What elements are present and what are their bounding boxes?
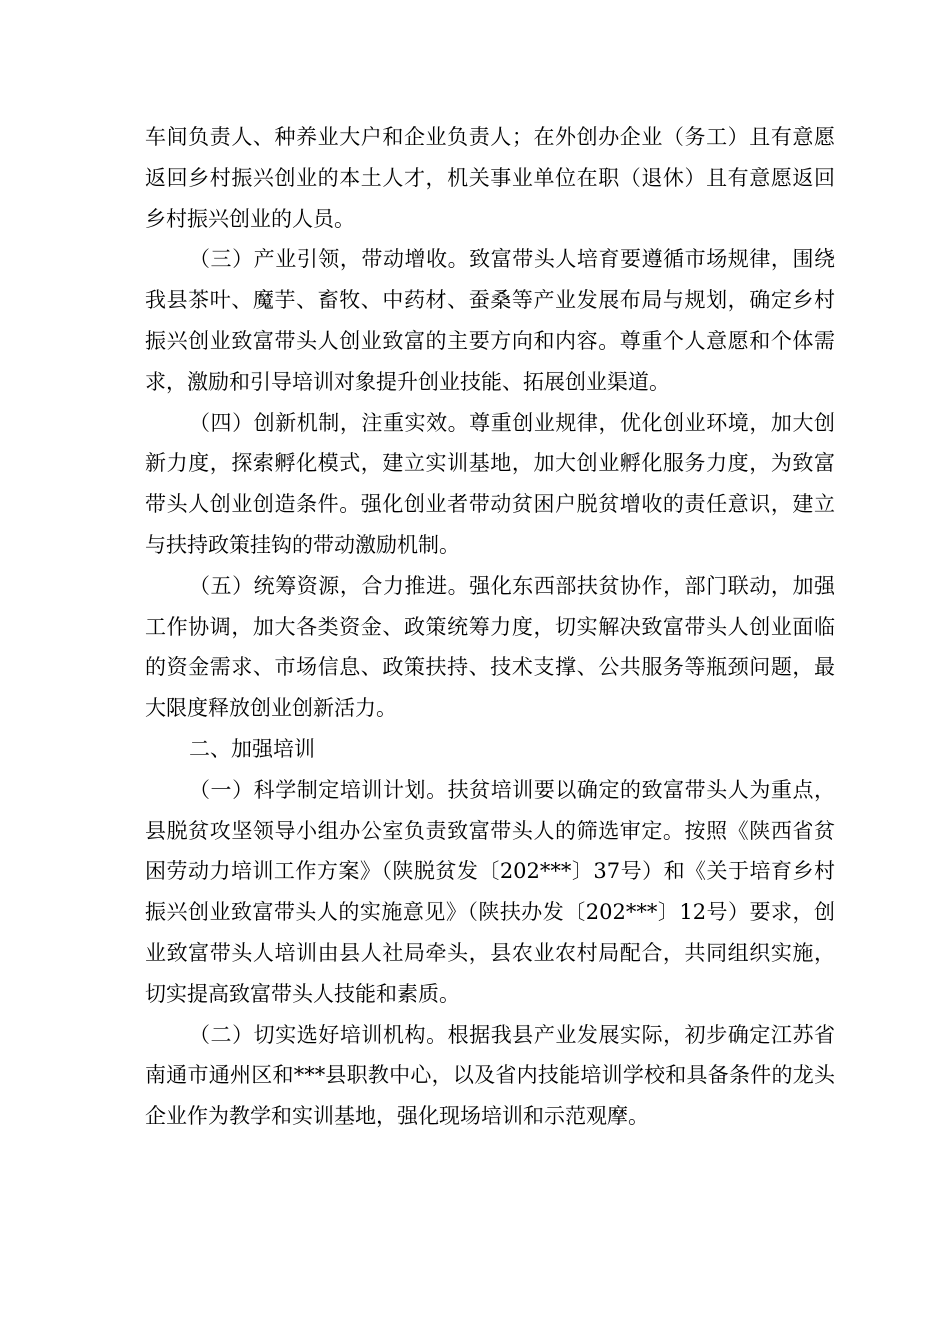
paragraph-training-2: （二）切实选好培训机构。根据我县产业发展实际，初步确定江苏省南通市通州区和***县职教中心，以及省内技能培训学校和具备条件的龙头企业作为教学和实训基地，强化现场培训和示范观摩。 (145, 1022, 835, 1129)
document-body (145, 117, 835, 1137)
paragraph-section-3: （三）产业引领，带动增收。致富带头人培育要遵循市场规律，围绕我县茶叶、魔芋、畜牧、中药材、蚕桑等产业发展布局与规划，确定乡村振兴创业致富带头人创业致富的主要方向和内容。尊重个人意愿和个体需求，激励和引导培训对象提升创业技能、拓展创业渠道。 (145, 247, 835, 394)
paragraph-continuation: 车间负责人、种养业大户和企业负责人；在外创办企业（务工）且有意愿返回乡村振兴创业的本土人才，机关事业单位在职（退休）且有意愿返回乡村振兴创业的人员。 (145, 125, 835, 231)
paragraph-training-1: （一）科学制定培训计划。扶贫培训要以确定的致富带头人为重点，县脱贫攻坚领导小组办公室负责致富带头人的筛选审定。按照《陕西省贫困劳动力培训工作方案》（陕脱贫发〔202***〕37号）和《关于培育乡村振兴创业致富带头人的实施意见》（陕扶办发〔202***〕12号）要求，创业致富带头人培训由县人社局牵头，县农业农村局配合，共同组织实施，切实提高致富带头人技能和素质。 (145, 777, 835, 1006)
paragraph-section-4: （四）创新机制，注重实效。尊重创业规律，优化创业环境，加大创新力度，探索孵化模式，建立实训基地，加大创业孵化服务力度，为致富带头人创业创造条件。强化创业者带动贫困户脱贫增收的责任意识，建立与扶持政策挂钩的带动激励机制。 (145, 410, 835, 557)
paragraph-section-5: （五）统筹资源，合力推进。强化东西部扶贫协作，部门联动，加强工作协调，加大各类资金、政策统筹力度，切实解决致富带头人创业面临的资金需求、市场信息、政策扶持、技术支撑、公共服务等瓶颈问题，最大限度释放创业创新活力。 (145, 573, 835, 721)
section-heading-training: 二、加强培训 (189, 736, 315, 761)
